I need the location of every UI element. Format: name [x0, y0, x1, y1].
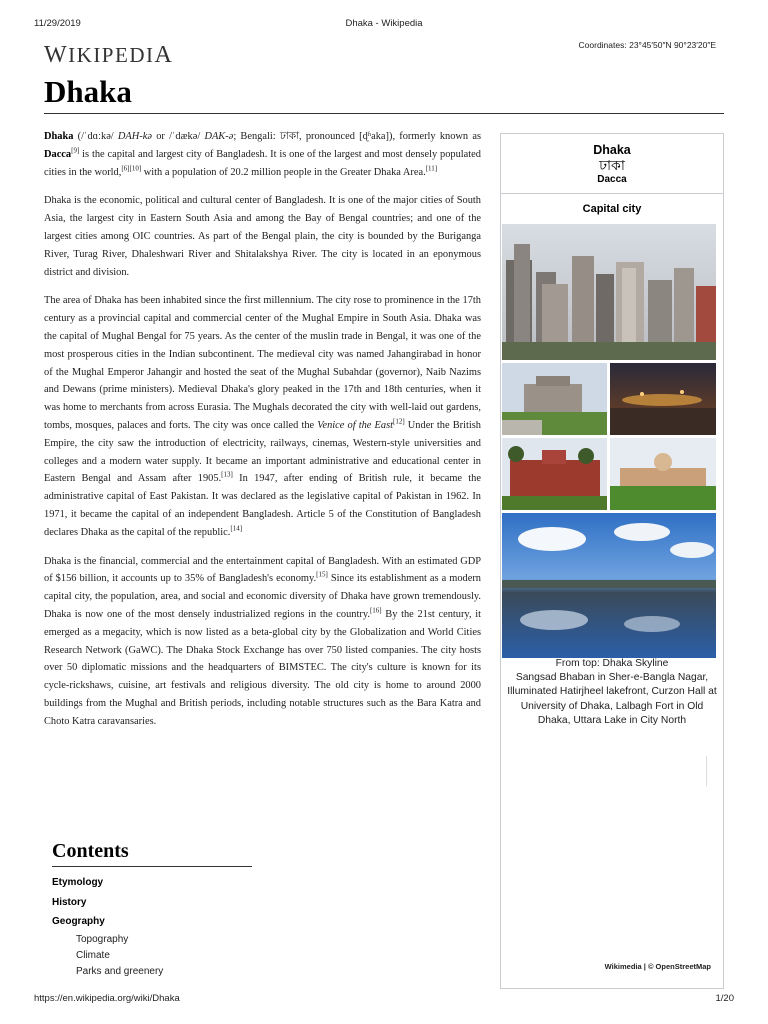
print-header: [34, 18, 734, 32]
sangsad-bhaban-photo: [502, 363, 607, 435]
caption-line-1: From top: Dhaka Skyline: [555, 658, 669, 669]
coordinates-link[interactable]: 23°45′50″N 90°23′20″E: [629, 40, 716, 50]
curzon-hall-photo: [502, 438, 607, 510]
infobox-name: Dhaka: [593, 143, 631, 157]
uttara-lake-photo: [502, 513, 716, 658]
toc-item-etymology[interactable]: Etymology: [52, 877, 104, 888]
toc-item-geography[interactable]: Geography: [52, 916, 105, 927]
infobox: [500, 133, 724, 989]
table-of-contents: [52, 840, 252, 980]
toc-subitem-climate[interactable]: Climate: [76, 949, 110, 961]
infobox-caption: [505, 657, 719, 728]
reference-link[interactable]: [13]: [221, 470, 233, 479]
reference-link[interactable]: [14]: [230, 524, 243, 533]
print-date: 11/29/2019: [34, 18, 81, 29]
reference-link[interactable]: [12]: [393, 417, 405, 426]
article-title: Dhaka: [44, 74, 132, 109]
infobox-divider: [501, 193, 723, 194]
reference-link[interactable]: [15]: [316, 570, 328, 579]
reference-link[interactable]: [16]: [369, 606, 382, 615]
coordinates-label: Coordinates:: [578, 40, 627, 50]
map-credit: Wikimedia | © OpenStreetMap: [604, 962, 711, 971]
paragraph-4: Dhaka is the financial, commercial and the entertainment capital of Bangladesh. With an estimated GDP of $156 billion, it accounts up to 35% of Bangladesh's economy.[15] Since its establishment as a modern capital city, the population, area, and social and economic diversity of Dhaka have grown tremendously. Dhaka is now one of the most densely industrialized regions in the country.[16] By the 21st century, it emerged as a megacity, which is now listed as a beta-global city by the Globalization and World Cities Research Network (GaWC). The Dhaka Stock Exchange has over 750 listed companies. The city hosts over 50 diplomatic missions and the headquarters of BIMSTEC. The city's culture is known for its cycle-rickshaws, cuisine, art festivals and religious diversity. The old city is home to around 2000 buildings from the Mughal and British periods, including notable structures such as the Bara Katra and Choto Katra caravansaries.: [44, 555, 482, 727]
print-url: https://en.wikipedia.org/wiki/Dhaka: [34, 993, 180, 1004]
toc-subitem-parks[interactable]: Parks and greenery: [76, 965, 164, 977]
infobox-settlement-type: Capital city: [582, 203, 642, 215]
article-body: [44, 128, 481, 742]
dhaka-photo-montage[interactable]: [502, 224, 716, 658]
wikipedia-logo[interactable]: WIKIPEDIA: [44, 42, 174, 68]
infobox-native-name: ঢাকা: [599, 157, 625, 173]
lead-paragraph: Dhaka (/ˈdɑːkə/ DAH-kə or /ˈdækə/ DAK-ə; Bengali: ঢাকা, pronounced [ɖʱaka]), formerly known as Dacca[9] is the capital and largest city of Bangladesh. It is one of the largest and most densely populated cities in the world,[6][10] with a population of 20.2 million people in the Greater Dhaka Area.[11]: [44, 131, 481, 178]
title-divider: [44, 113, 724, 114]
hatirjheel-photo: [610, 363, 716, 435]
infobox-alt-name: Dacca: [597, 174, 627, 185]
toc-item-history[interactable]: History: [52, 896, 87, 908]
toc-title: Contents: [52, 840, 252, 867]
infobox-map-placeholder: [706, 756, 707, 786]
reference-link[interactable]: [11]: [425, 164, 438, 173]
reference-link[interactable]: [6][10]: [121, 164, 142, 173]
coordinates: [579, 40, 716, 50]
reference-link[interactable]: [9]: [71, 146, 80, 155]
paragraph-2: Dhaka is the economic, political and cultural center of Bangladesh. It is one of the major cities of South Asia, the largest city in Eastern South Asia and among the Bay of Bengal countries; and one of the largest cities among OIC countries. As part of the Bengal plain, the city is bounded by the Buriganga River, Turag River, Dhaleshwari River and Shitalakshya River. The city is located in an eponymous district and division.: [44, 195, 481, 278]
skyline-photo: [502, 224, 716, 360]
print-footer: [34, 993, 734, 1007]
toc-subitem-topography[interactable]: Topography: [76, 933, 129, 945]
paragraph-3: The area of Dhaka has been inhabited since the first millennium. The city rose to prominence in the 17th century as a provincial capital and commercial center of the Mughal Empire in South Asia. Dhaka was the capital of Mughal Bengal for 75 years. As the center of the muslin trade in Bengal, it was one of the most prosperous cities in the Indian subcontinent. The medieval city was named Jahangirabad in honor of the Mughal Emperor Jahangir and hosted the seat of the Mughal Subahdar (governor), Naib Nazims and Dewans (prime ministers). Medieval Dhaka's glory peaked in the 17th and 18th centuries, when it was home to merchants from across Eurasia. The Mughals decorated the city with well-laid out gardens, tombs, mosques, palaces and forts. The city was once called the Venice of the East[12] Under the British Empire, the city saw the introduction of electricity, railways, cinemas, Western-style universities and colleges and a modern water supply. It became an important administrative and educational center in Eastern Bengal and Assam after 1905.[13] In 1947, after ending of British rule, it became the administrative capital of East Pakistan. It was declared as the legislative capital of Pakistan in 1962. In 1971, it became the capital of an independent Bangladesh. Article 5 of the Constitution of Bangladesh declares Dhaka as the capital of the republic.[14]: [44, 295, 481, 538]
caption-rest: Sangsad Bhaban in Sher-e-Bangla Nagar, Illuminated Hatirjheel lakefront, Curzon Hall at University of Dhaka, Lalbagh Fort in Old Dhaka, Uttara Lake in City North: [507, 672, 717, 726]
print-page-title: Dhaka - Wikipedia: [345, 18, 423, 29]
lalbagh-fort-photo: [610, 438, 716, 510]
print-page-number: 1/20: [715, 993, 734, 1004]
